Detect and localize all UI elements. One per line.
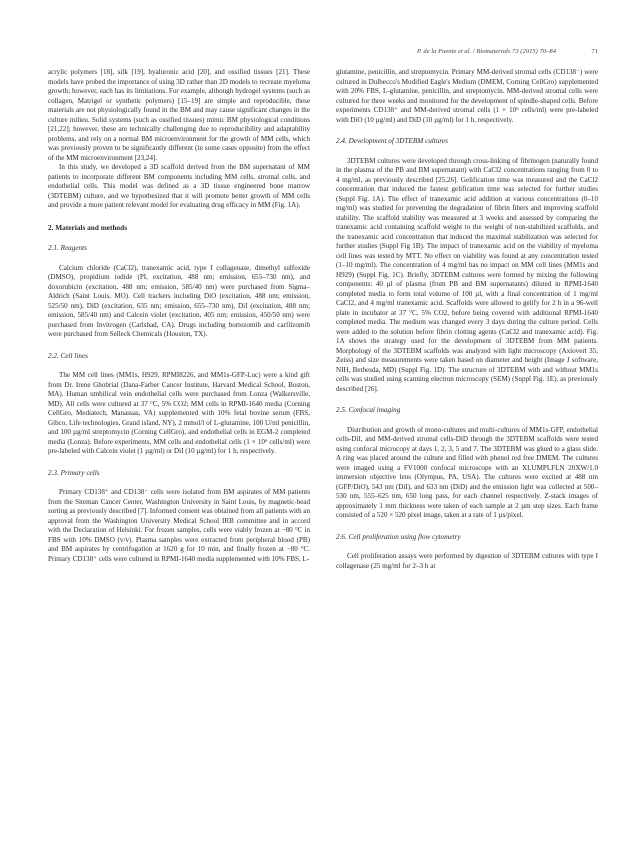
- cell-proliferation-paragraph: Cell proliferation assays were performed by digestion of 3DTEBM cultures with type I collagenase (25 mg/ml for 2–3 h at: [336, 552, 598, 570]
- left-column: [48, 68, 310, 564]
- subsection-heading-cell-lines: 2.2. Cell lines: [48, 351, 88, 360]
- primary-cells-paragraph: Primary CD138⁺ and CD138⁻ cells were isolated from BM aspirates of MM patients from the Siteman Cancer Center, Washington University in Saint Louis, by magnetic-bead sorting as previously described [7]. Informed consent was obtained from all patients with an approval from the Washington University Medical School IRB committee and in accord with the Declaration of Helsinki. For frozen samples, cells were viably frozen at −80 °C in FBS with 10% DMSO (v/v). Plasma samples were extracted from peripheral blood (PB) and BM aspirates by centrifugation at 1620 g for 10 min, and finally frozen at −80 °C. Primary CD138⁺ cells were cultured in RPMI-1640 media supplemented with 10% FBS, L-: [48, 488, 310, 563]
- page-number: 71: [591, 48, 598, 55]
- section-heading-materials-methods: 2. Materials and methods: [48, 222, 128, 232]
- subsection-heading-reagents: 2.1. Reagents: [48, 244, 87, 252]
- confocal-imaging-paragraph: Distribution and growth of mono-cultures and multi-cultures of MM1s-GFP, endothelial cells-DiI, and MM-derived stromal cells-DiD through the 3DTEBM scaffolds were tested using confocal microcopy at days 1, 2, 3, 5 and 7. The 3DTEBM was glued to a glass slide. A ring was placed around the culture and filled with phenol red free DMEM. The cultures were imaged using a FV1000 confocal microscope with an XLUMPLFLN 20XW/1.0 immersion objective lens (Olympus, PA, USA). The cultures were excited at 488 nm (GFP/DiO), 543 nm (DiI), and 633 nm (DiD) and the emission light was collected at 500–530 nm, 555–625 nm, 650 long pass, for each channel respectively. Z-stack images of approximately 1 mm thickness were taken of each sample at 2 µm step sizes. Each frame consisted of a 520 × 520 pixel image, taken at a rate of 1 µs/pixel.: [336, 425, 598, 519]
- intro-paragraph-2: In this study, we developed a 3D scaffold derived from the BM supernatant of MM patients to incorporate different BM components including MM cells, stromal cells, and endothelial cells. This model was defined as a 3D tissue engineered bone marrow (3DTEBM) culture, and we hypothesized that it will promote better growth of MM cells and provide a more patient relevant model for evaluating drug efficacy in MM (Fig. 1A).: [48, 163, 310, 209]
- primary-cells-continuation: glutamine, penicillin, and streptomycin. Primary MM-derived stromal cells (CD138⁻) were cultured in Dulbecco's Modified Eagle's Medium (DMEM, Corning CellGro) supplemented with 20% FBS, L-glutamine, penicillin, and streptomycin. MM-derived stromal cells were cultured for three weeks and monitored for the development of spindle-shaped cells. Before experiments CD138⁺ and MM-derived stromal cells (1 × 10⁶ cells/ml) were pre-labeled with DiO (10 µg/ml) and DiD (10 µg/ml) for 1 h, respectively.: [336, 68, 598, 124]
- running-head-citation: P. de la Puente et al. / Biomaterials 73 (2015) 70–84: [416, 48, 556, 55]
- 3dtebm-development-paragraph: 3DTEBM cultures were developed through cross-linking of fibrinogen (naturally found in the plasma of the PB and BM supernatant) with CaCl2 concentrations ranging from 0 to 4 mg/ml, as previously described [25,26]. Gelification time was measured and the CaCl2 concentration that induced the fastest gelification time was selected for further studies (Suppl Fig. 1A). The effect of tranexamic acid addition at various concentrations (0–10 mg/ml) was studied for preventing the degradation of fibrin fibers and improving scaffold stability. The scaffold stability was measured at 3 weeks and assessed by comparing the tranexamic acid containing scaffold weight to the weight of non-stabilized scaffolds, and the tranexamic acid concentration that induced the maximal stabilization was selected for further studies (Suppl Fig 1B). The impact of tranexamic acid on the viability of myeloma cell lines was tested by MTT. No effect on viability was found at any concentration tested (1–10 mg/ml). The concentration of 4 mg/ml has no impact on MM cell lines (MM1s and H929) (Suppl Fig. 1C). Briefly, 3DTEBM cultures were formed by mixing the following components: 40 µl of plasma (from PB and BM supernatants) diluted in RPMI-1640 completed media to form total volume of 100 µl, with a final concentration of 1 mg/ml CaCl2, and 4 mg/ml tranexamic acid. Scaffolds were allowed to gelify for 2 h in a 96-well plate in incubator at 37 °C, 5% CO2, before being covered with additional RPMI-1640 completed media. The medium was changed every 3 days during the culture period. Cells were added to the solution before fibrin clotting agents (CaCl2 and tranexamic acid). Fig. 1A shows the strategy used for the development of 3DTEBM from MM patients. Morphology of the 3DTEBM scaffolds was analyzed with light microscopy (Axiovert 35, Zeiss) and size measurements were taken based on diameter and height (Image J software, NIH, Bethesda, MD) (Suppl Fig. 1D). The structure of 3DTEBM with and without MM1s cells was studied using scanning electron microscopy (SEM) (Suppl Fig. 1E), as previously described [26].: [336, 156, 598, 393]
- subsection-heading-confocal-imaging: 2.5. Confocal imaging: [336, 406, 401, 414]
- subsection-heading-3dtebm-development: 2.4. Development of 3DTEBM cultures: [336, 137, 448, 145]
- cell-lines-paragraph: The MM cell lines (MM1s, H929, RPMI8226, and MM1s-GFP-Luc) were a kind gift from Dr. Irene Ghobrial (Dana-Farber Cancer Institute, Harvard Medical School, Boston, MA). Human umbilical vein endothelial cells were purchased from Lonza (Walkersville, MD). All cells were cultured at 37 °C, 5% CO2; MM cells in RPMI-1640 media (Corning CellGro, Mediatech, Manassas, VA) supplemented with 10% fetal bovine serum (FBS, Gibco, Life technologies, Grand island, NY), 2 mmol/l of L-glutamine, 100 U/ml penicillin, and 100 µg/ml streptomycin (Corning CellGro), and endothelial cells in EGM-2 completed media (Lonza). Before experiments, MM cells and endothelial cells (1 × 10⁶ cells/ml) were pre-labeled with Calcein violet (1 µg/ml) or DiI (10 µg/ml) for 1 h, respectively.: [48, 371, 310, 455]
- reagents-paragraph: Calcium chloride (CaCl2), tranexamic acid, type I collagenase, dimethyl sulfoxide (DMSO), propidium iodide (PI, excitation, 488 nm; emission, 655–730 nm), and doxorubicin (excitation, 488 nm; emission, 585/40 nm) were purchased from Sigma–Aldrich (Saint Louis, MO). Cell trackers including DiO (excitation, 488 nm; emission, 525/50 nm), DiD (excitation, 635 nm; emission, 655–730 nm), DiI (excitation, 488 nm; emission, 585/40 nm) and Calcein violet (excitation, 405 nm; emission, 450/50 nm) were purchased from Invitrogen (Carlsbad, CA). Drugs including bortezomib and carfilzomib were purchased from Selleck Chemicals (Houston, TX).: [48, 263, 310, 338]
- subsection-heading-primary-cells: 2.3. Primary cells: [48, 468, 100, 477]
- right-column: [336, 68, 598, 571]
- subsection-heading-cell-proliferation: 2.6. Cell proliferation using flow cytometry: [336, 532, 461, 541]
- intro-paragraph-1: acrylic polymers [18], silk [19], hyaluronic acid [20], and ossified tissues [21]. These models have probed the importance of using 3D rather than 2D models to recreate myeloma growth; however, each has its limitations. For example, although hydrogel systems (such as collagen, Matrigel or synthetic polymers) [15–19] are simple and reproducible, these materials are not physiologically found in the BM and may cause significant changes in the culture milieu. Solid systems (such as ossified tissues) mimic BM physiological conditions [21,22]; however, these are technically challenging due to reproducibility and adaptability problems, and rely on a normal BM microenvironment for the growth of MM cells, which was previously proven to be significantly different (in some cases opposite) from the effect of the MM microenvironment [23,24].: [48, 68, 310, 162]
